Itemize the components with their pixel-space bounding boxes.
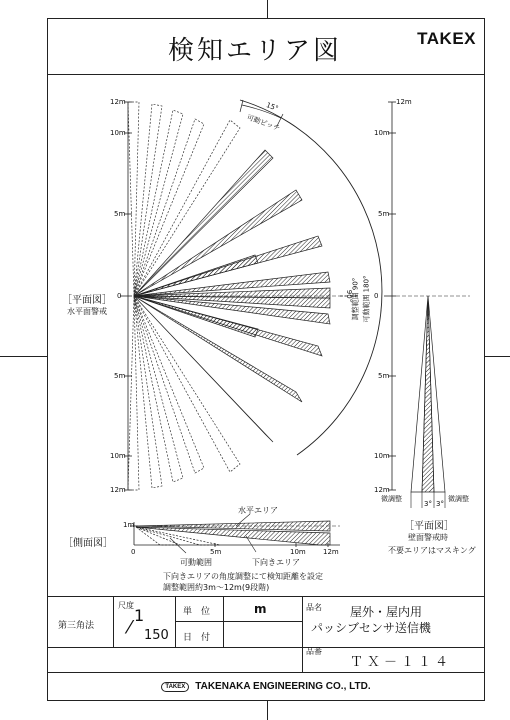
side-note-1: 下向きエリアの角度調整にて検知距離を設定 <box>163 572 323 581</box>
side-note-2: 調整範囲約3m～12m(9段階) <box>163 583 270 592</box>
wall-right-adjust: 微調整 <box>448 495 469 503</box>
horizontal-area-label: 水平エリア <box>238 506 278 515</box>
plan-tick-12m-top: 12m <box>110 98 126 106</box>
crop-mark-bottom <box>267 701 268 720</box>
plan-tick-5m-bottom: 5m <box>114 372 126 380</box>
wall-view-sublabel: 壁面警戒時 <box>408 533 448 542</box>
plan-tick-5m-top: 5m <box>114 210 126 218</box>
wall-view-label: ［平面図］ <box>404 521 454 532</box>
company-name: TAKENAKA ENGINEERING CO., LTD. <box>195 681 371 692</box>
wall-tick-5m-bottom: 5m <box>378 372 390 380</box>
plan-view-label: ［平面図］ <box>62 295 112 306</box>
pitch-angle-label: 15° <box>265 101 280 113</box>
wall-tick-12m-bottom: 12m <box>374 486 390 494</box>
downward-area-label: 下向きエリア <box>252 558 300 567</box>
product-name-line-1: 屋外・屋内用 <box>350 605 423 619</box>
side-height-label: 1m <box>123 521 135 529</box>
side-tick-10m: 10m <box>290 548 306 556</box>
wall-tick-10m-top: 10m <box>374 129 390 137</box>
wall-view-note: 不要エリアはマスキング <box>388 546 476 555</box>
wall-tick-10m-bottom: 10m <box>374 452 390 460</box>
product-name-line-2: パッシブセンサ送信機 <box>311 621 431 635</box>
range-label-movable: 可動範囲 180° <box>362 275 371 323</box>
plan-tick-0: 0 <box>117 292 122 300</box>
wall-tick-12m-top: 12m <box>396 98 412 106</box>
wall-left-adjust: 微調整 <box>381 495 402 503</box>
scale-label: 尺度 <box>118 601 134 610</box>
unit-value: m <box>254 602 267 616</box>
plan-tick-10m-top: 10m <box>110 129 126 137</box>
wall-angle-left: 3° <box>424 500 432 508</box>
wall-view-zones <box>411 296 445 492</box>
wall-angle-right: 3° <box>436 500 444 508</box>
side-view-label: ［側面図］ <box>63 538 113 549</box>
part-number-label: 品番 <box>306 647 322 656</box>
side-view-zones <box>136 521 330 545</box>
company-footer <box>47 672 485 701</box>
projection-method: 第三角法 <box>58 621 95 631</box>
wall-tick-0: 0 <box>374 292 379 300</box>
movable-range-label: 可動範囲 <box>180 558 212 567</box>
plan-view-axis <box>120 102 132 490</box>
product-name-label: 品名 <box>306 603 322 612</box>
range-label-adjust: 調整範囲 90° <box>351 277 360 321</box>
scale-denominator: 150 <box>144 628 169 643</box>
unit-label: 単 位 <box>183 607 211 617</box>
pitch-label: 可動ピッチ <box>245 113 282 133</box>
wall-tick-5m-top: 5m <box>378 210 390 218</box>
company-badge: TAKEX <box>161 682 189 692</box>
scale-numerator: 1 <box>134 606 145 625</box>
wall-view-axis <box>384 102 396 490</box>
date-label: 日 付 <box>183 633 211 643</box>
side-tick-12m: 12m <box>323 548 339 556</box>
side-tick-0: 0 <box>131 548 136 556</box>
plan-tick-12m-bottom: 12m <box>110 486 126 494</box>
side-tick-5m: 5m <box>210 548 222 556</box>
part-number: ＴＸ－１１４ <box>350 655 453 670</box>
brand-logo: TAKEX <box>417 29 476 48</box>
plan-view-sublabel: 水平面警戒 <box>67 307 107 316</box>
page-title: 検知エリア図 <box>167 36 342 66</box>
scale-slash: ⁄ <box>128 617 132 638</box>
plan-tick-10m-bottom: 10m <box>110 452 126 460</box>
angle-90-label: 90° <box>345 289 354 303</box>
